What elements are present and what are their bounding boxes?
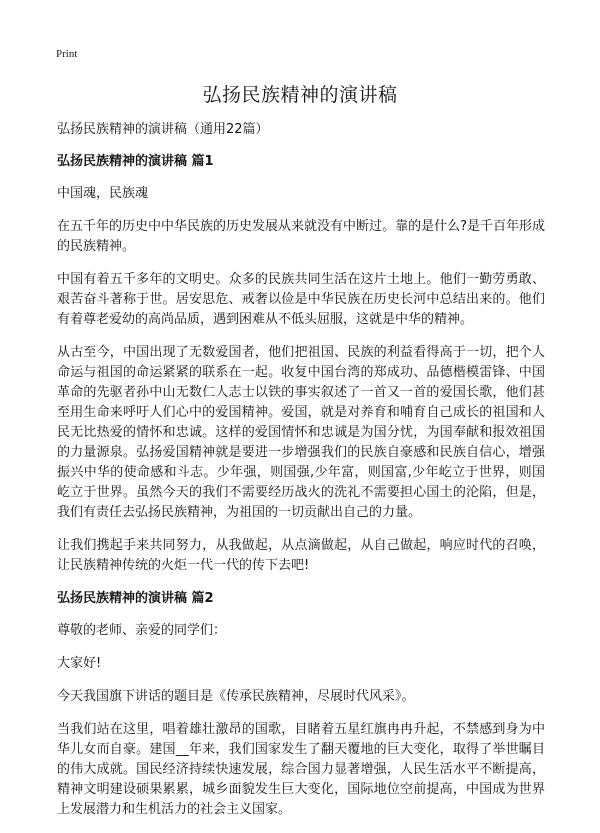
article-body xyxy=(57,120,545,833)
paragraph: 中国有着五千多年的文明史。众多的民族共同生活在这片土地上。他们一勤劳勇敢、艰苦奋斗著称于世。居安思危、戒奢以俭是中华民族在历史长河中总结出来的。他们有着尊老爱幼的高尚品质，遇到困难从不低头屈服，这就是中华的精神。 xyxy=(57,272,545,327)
page-title: 弘扬民族精神的演讲稿 xyxy=(202,84,398,106)
print-link[interactable]: Print xyxy=(56,48,78,60)
section-heading: 弘扬民族精神的演讲稿 篇1 xyxy=(57,154,214,169)
paragraph: 尊敬的老师、亲爱的同学们： xyxy=(57,623,227,638)
paragraph: 今天我国旗下讲话的题目是《传承民族精神，尽展时代风采》。 xyxy=(57,689,415,704)
paragraph: 从古至今，中国出现了无数爱国者，他们把祖国、民族的利益看得高于一切，把个人命运与祖国的命运紧紧的联系在一起。收复中国台湾的郑成功、品德楷模雷锋、中国革命的先驱者孙中山无数仁人志士以铁的事实叙述了一首又一首的爱国长歌，他们甚至用生命来呼吁人们心中的爱国精神。爱国，就是对养育和哺育自己成长的祖国和人民无比热爱的情怀和忠诚。这样的爱国情怀和忠诚是为国分忧，为国奉献和报效祖国的力量源泉。弘扬爱国精神就是要进一步增强我们的民族自豪感和民族自信心，增强振兴中华的使命感和斗志。少年强，则国强,少年富，则国富,少年屹立于世界，则国屹立于世界。虽然今天的我们不需要经历战火的洗礼不需要担心国土的沦陷，但是，我们有责任去弘扬民族精神，为祖国的一切贡献出自己的力量。 xyxy=(57,345,545,520)
paragraph: 大家好! xyxy=(57,656,102,671)
article-subtitle: 弘扬民族精神的演讲稿（通用22篇） xyxy=(57,122,269,137)
paragraph: 当我们站在这里，唱着雄壮激昂的国歌，目睹着五星红旗冉冉升起，不禁感到身为中华儿女而自豪。建国__年来，我们国家发生了翻天覆地的巨大变化，取得了举世瞩目的伟大成就。国民经济持续快速发展，综合国力显著增强，人民生活水平不断提高，精神文明建设硕果累累，城乡面貌发生巨大变化，国际地位空前提高，中国成为世界上发展潜力和生机活力的社会主义国家。 xyxy=(57,722,545,817)
paragraph: 中国魂，民族魂 xyxy=(57,186,149,201)
paragraph: 让我们携起手来共同努力，从我做起，从点滴做起，从自己做起，响应时代的召唤，让民族精神传统的火炬一代一代的传下去吧! xyxy=(57,538,545,573)
paragraph: 在五千年的历史中中华民族的历史发展从来就没有中断过。靠的是什么?是千百年形成的民族精神。 xyxy=(57,219,545,254)
section-heading: 弘扬民族精神的演讲稿 篇2 xyxy=(57,591,214,606)
